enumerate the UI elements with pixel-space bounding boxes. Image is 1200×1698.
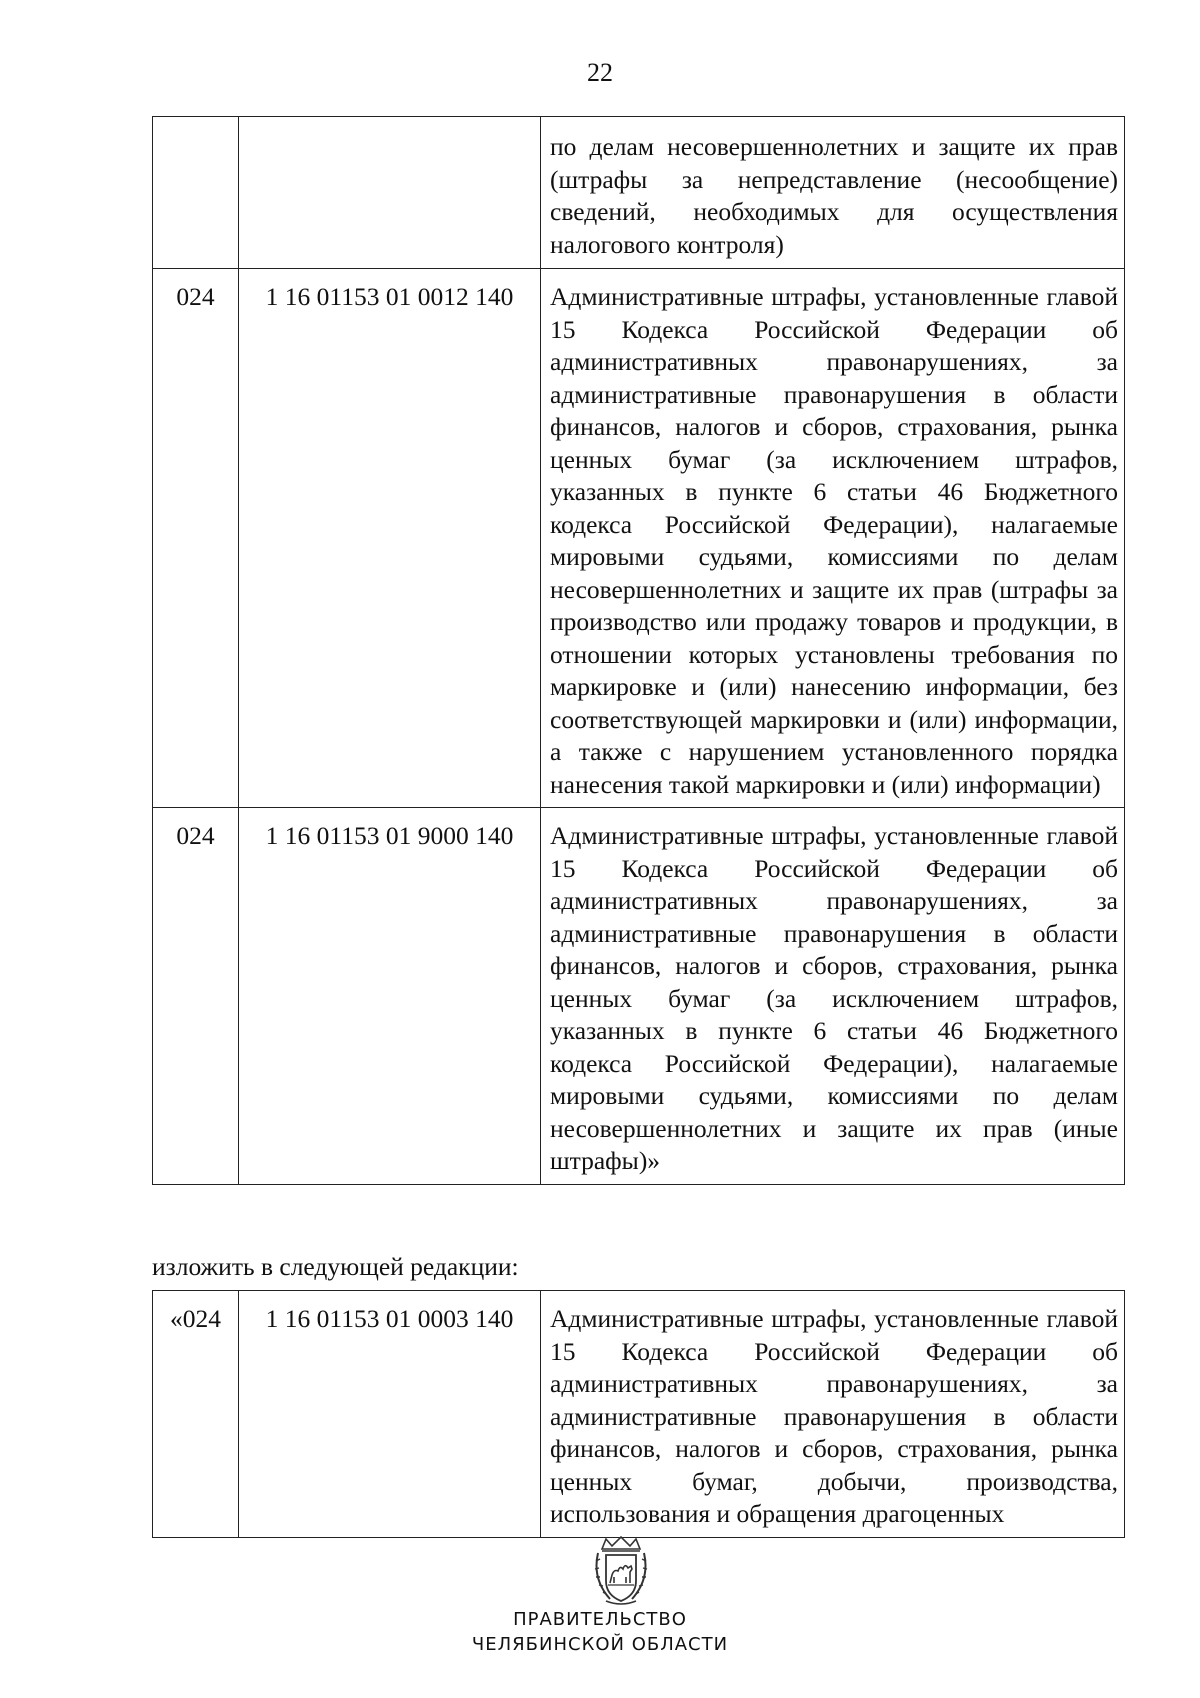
table-row bbox=[153, 1291, 1125, 1538]
admin-code-cell: «024 bbox=[153, 1291, 239, 1538]
government-name-line2: ЧЕЛЯБИНСКОЙ ОБЛАСТИ bbox=[471, 1634, 729, 1655]
kbk-table-bottom bbox=[152, 1290, 1125, 1538]
admin-code-cell: 024 bbox=[153, 269, 239, 808]
kbk-code-cell: 1 16 01153 01 9000 140 bbox=[239, 808, 541, 1185]
kbk-table-top bbox=[152, 116, 1125, 1185]
government-name-line1: ПРАВИТЕЛЬСТВО bbox=[513, 1609, 687, 1630]
description-cell: по делам несовершеннолетних и защите их прав (штрафы за непредставление (несообщение) сведений, необходимых для осуществления налогового контроля) bbox=[541, 117, 1125, 269]
kbk-code-cell bbox=[239, 117, 541, 269]
kbk-code-cell: 1 16 01153 01 0003 140 bbox=[239, 1291, 541, 1538]
kbk-code-cell: 1 16 01153 01 0012 140 bbox=[239, 269, 541, 808]
description-cell: Административные штрафы, установленные главой 15 Кодекса Российской Федерации об административных правонарушениях, за административные правонарушения в области финансов, налогов и сборов, страхования, рынка ценных бумаг (за исключением штрафов, указанных в пункте 6 статьи 46 Бюджетного кодекса Российской Федерации), налагаемые мировыми судьями, комиссиями по делам несовершеннолетних и защите их прав (штрафы за производство или продажу товаров и продукции, в отношении которых установлены требования по маркировке и (или) нанесению информации, без соответствующей маркировки и (или) информации, а также с нарушением установленного порядка нанесения такой маркировки и (или) информации) bbox=[541, 269, 1125, 808]
table-row bbox=[153, 117, 1125, 269]
intro-text: изложить в следующей редакции: bbox=[152, 1252, 519, 1281]
chelyabinsk-coat-of-arms-icon bbox=[592, 1535, 650, 1607]
table-row bbox=[153, 808, 1125, 1185]
admin-code-cell: 024 bbox=[153, 808, 239, 1185]
admin-code-cell bbox=[153, 117, 239, 269]
description-cell: Административные штрафы, установленные главой 15 Кодекса Российской Федерации об административных правонарушениях, за административные правонарушения в области финансов, налогов и сборов, страхования, рынка ценных бумаг (за исключением штрафов, указанных в пункте 6 статьи 46 Бюджетного кодекса Российской Федерации), налагаемые мировыми судьями, комиссиями по делам несовершеннолетних и защите их прав (иные штрафы)» bbox=[541, 808, 1125, 1185]
page-number: 22 bbox=[587, 58, 613, 87]
description-cell: Административные штрафы, установленные главой 15 Кодекса Российской Федерации об административных правонарушениях, за административные правонарушения в области финансов, налогов и сборов, страхования, рынка ценных бумаг, добычи, производства, использования и обращения драгоценных bbox=[541, 1291, 1125, 1538]
table-row bbox=[153, 269, 1125, 808]
